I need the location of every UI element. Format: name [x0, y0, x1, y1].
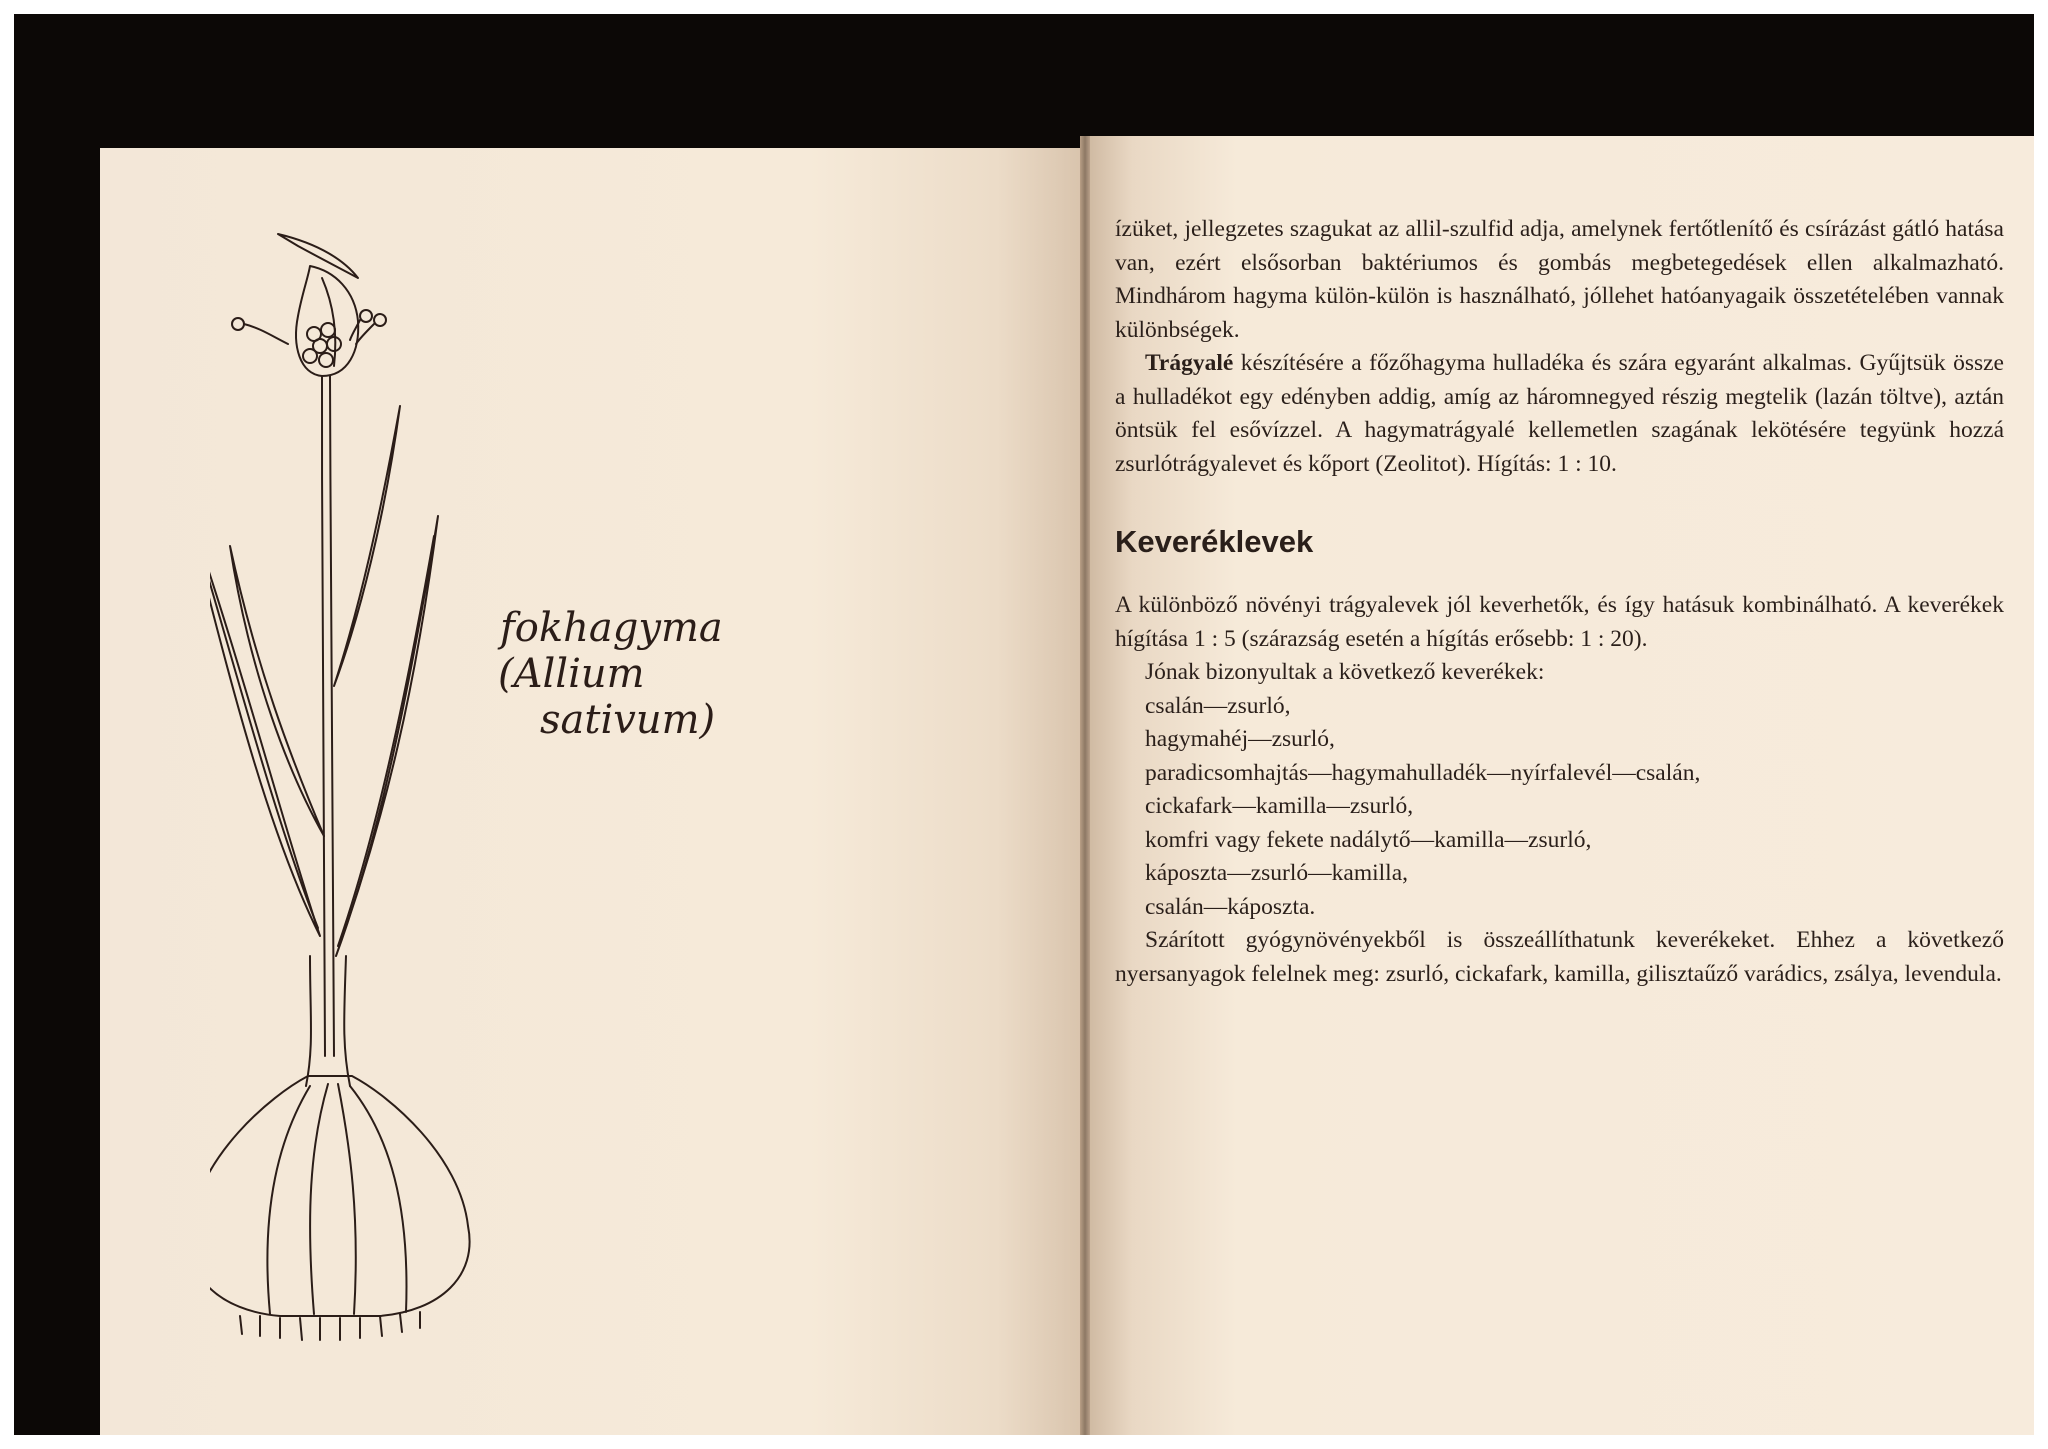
list-item: cickafark—kamilla—zsurló,: [1145, 793, 1414, 819]
caption-line-species: sativum): [540, 697, 716, 743]
section-heading: Keveréklevek: [1115, 524, 1314, 559]
paragraph-2: [1115, 347, 2004, 481]
paragraph-1-text: ízüket, jellegzetes szagukat az allil-szulfid adja, amelynek fertőtlenítő és csírázást gátló hatása van, ezért elsősorban baktériumos és gombás megbetegedések ellen alkalmazható. Mindhárom hagyma külön-külön is használható, jóllehet hatóanyagaik összetételében vannak különbségek.: [1115, 216, 2004, 343]
mixture-list: [1115, 690, 2004, 925]
paragraph-1: [1115, 213, 2004, 347]
caption-line-genus: (Allium: [498, 651, 645, 697]
paragraph-2-lead: Trágyalé: [1145, 350, 1234, 376]
caption-line-common-name: fokhagyma: [500, 605, 723, 651]
list-lead: Jónak bizonyultak a következő keverékek:: [1145, 659, 1545, 685]
body-text: [1115, 213, 2004, 991]
plant-caption: [500, 605, 723, 743]
list-item: hagymahéj—zsurló,: [1145, 726, 1335, 752]
paragraph-2-text: készítésére a főzőhagyma hulladéka és szára egyaránt alkalmas. Gyűjtsük össze a hulladékot egy edényben addig, amíg az háromnegyed részig megtelik (lazán töltve), aztán öntsük fel esővízzel. A hagymatrágyalé kellemetlen szagának lekötésére tegyünk hozzá zsurlótrágyalevet és kőport (Zeolitot). Hígítás: 1 : 10.: [1115, 350, 2004, 477]
list-item: csalán—káposzta.: [1145, 893, 1316, 920]
list-item: komfri vagy fekete nadálytő—kamilla—zsurló,: [1145, 826, 1592, 853]
list-item: káposzta—zsurló—kamilla,: [1145, 860, 1408, 886]
list-item: csalán—zsurló,: [1145, 692, 1291, 719]
garlic-plant-icon: [210, 216, 500, 1346]
book-gutter: [1080, 136, 1090, 1435]
closing-paragraph: Szárított gyógynövényekből is összeállíthatunk keverékeket. Ehhez a következő nyersanyagok felelnek meg: zsurló, cickafark, kamilla, gilisztaűző varádics, zsálya, levendula.: [1115, 927, 2004, 987]
list-item: paradicsomhajtás—hagymahulladék—nyírfalevél—csalán,: [1145, 759, 1701, 786]
right-page: [1085, 136, 2034, 1435]
intro-paragraph: A különböző növényi trágyalevek jól keverhetők, és így hatásuk kombinálható. A keverékek hígítása 1 : 5 (szárazság esetén a hígítás erősebb: 1 : 20).: [1115, 592, 2004, 652]
